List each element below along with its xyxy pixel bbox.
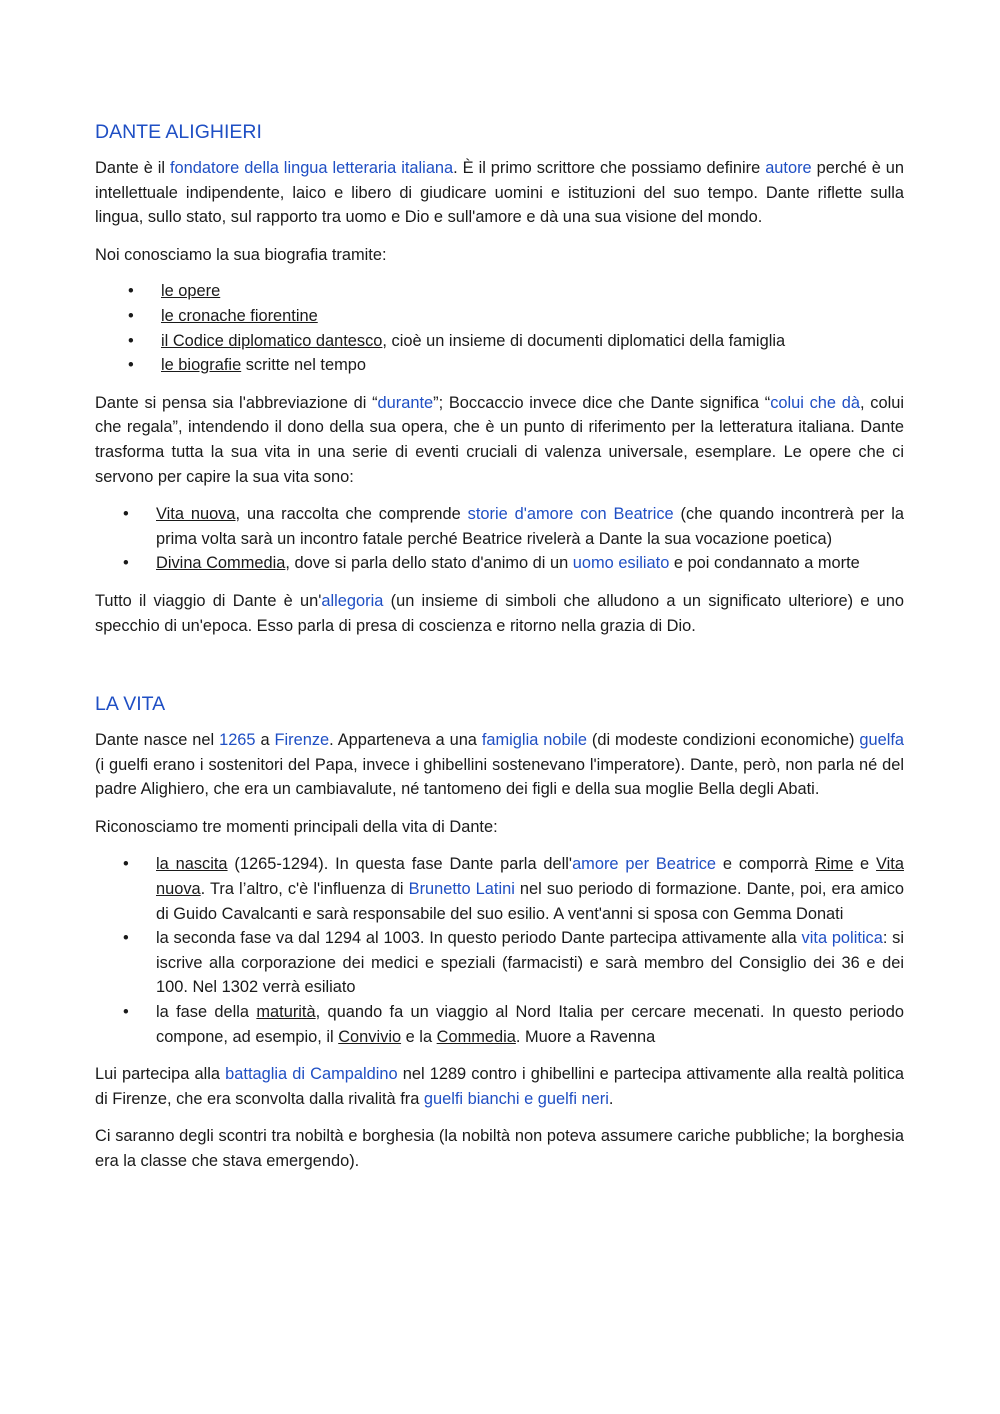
phases-intro: Riconosciamo tre momenti principali della vita di Dante: [95,817,498,836]
highlight-term: autore [765,159,812,177]
list-item: • Divina Commedia, dove si parla dello stato d'animo di un uomo esiliato e poi condannato a morte [156,551,904,576]
allegory-paragraph: Tutto il viaggio di Dante è un'allegoria (un insieme di simboli che alludono a un significato ulteriore) e uno specchio di un'epoca. Esso parla di presa di coscienza e ritorno nella grazia di Dio. [95,591,904,635]
section-la-vita [95,690,904,1174]
highlight-term: famiglia nobile [481,731,587,750]
highlight-term: Brunetto Latini [408,880,515,899]
intro-paragraph: Dante è il fondatore della lingua letteraria italiana. È il primo scrittore che possiamo definire autore perché è un intellettuale indipendente, laico e libero di giudicare uomini e istituzioni del suo tempo. Dante riflette sulla lingua, sullo stato, sul rapporto tra uomo e Dio e sull'amore e dà una sua visione del mondo. [95,159,904,227]
highlight-term: storie d'amore con Beatrice [467,505,674,524]
list-item: • le biografie scritte nel tempo [161,353,904,378]
list-item: • le cronache fiorentine [161,304,904,329]
works-list [95,502,904,576]
highlight-term: guelfi bianchi e guelfi neri [423,1089,609,1108]
highlight-term: amore per Beatrice [572,855,717,874]
list-item: • la nascita (1265-1294). In questa fase Dante parla dell'amore per Beatrice e comporrà Rime e Vita nuova. Tra l’altro, c'è l'influenza di Brunetto Latini nel suo periodo di formazione. Dante, poi, era amico di Guido Cavalcanti e sarà responsabile del suo esilio. A vent'anni si sposa con Gemma Donati [156,852,904,926]
list-item: • Vita nuova, una raccolta che comprende storie d'amore con Beatrice (che quando incontrerà per la prima volta sarà un incontro fatale perché Beatrice rivelerà a Dante la sua vocazione poetica) [156,502,904,551]
highlight-term: Firenze [274,731,330,750]
highlight-term: fondatore della lingua letteraria italiana [170,159,454,177]
biography-sources-intro: Noi conosciamo la sua biografia tramite: [95,245,387,264]
highlight-term: 1265 [219,731,256,750]
birth-paragraph: Dante nasce nel 1265 a Firenze. Apparteneva a una famiglia nobile (di modeste condizioni economiche) guelfa (i guelfi erano i sostenitori del Papa, invece i ghibellini sostenevano l'imperatore). Dante, però, non parla né del padre Alighiero, che era un cambiavalute, né tantomeno dei figli e della sua moglie Bella degli Abati. [95,731,905,799]
document-page [95,118,904,1187]
life-phases-list [95,852,904,1049]
section-title-dante-alighieri: DANTE ALIGHIERI [95,121,262,143]
list-item: • la fase della maturità, quando fa un viaggio al Nord Italia per cercare mecenati. In questo periodo compone, ad esempio, il Convivio e la Commedia. Muore a Ravenna [156,1000,904,1049]
campaldino-paragraph: Lui partecipa alla battaglia di Campaldino nel 1289 contro i ghibellini e partecipa attivamente alla realtà politica di Firenze, che era sconvolta dalla rivalità fra guelfi bianchi e guelfi neri. [95,1065,905,1108]
nobility-paragraph: Ci saranno degli scontri tra nobiltà e borghesia (la nobiltà non poteva assumere cariche pubbliche; la borghesia era la classe che stava emergendo). [95,1127,904,1170]
biography-sources-list [95,279,904,377]
highlight-term: vita politica [801,929,883,948]
highlight-term: durante [377,393,434,412]
list-item: • il Codice diplomatico dantesco, cioè un insieme di documenti diplomatici della famiglia [161,329,904,354]
list-item: • le opere [161,279,904,304]
list-item: • la seconda fase va dal 1294 al 1003. In questo periodo Dante partecipa attivamente alla vita politica: si iscrive alla corporazione dei medici e speziali (farmacisti) e sarà membro del Consiglio dei 36 e dei 100. Nel 1302 verrà esiliato [156,926,904,1000]
highlight-term: guelfa [859,731,905,750]
section-title-la-vita: LA VITA [95,693,166,716]
name-meaning-paragraph: Dante si pensa sia l'abbreviazione di “durante”; Boccaccio invece dice che Dante significa “colui che dà, colui che regala”, intendendo il dono della sua opera, che è un punto di riferimento per la letteratura italiana. Dante trasforma tutta la sua vita in una serie di eventi cruciali di valenza universale, esemplare. Le opere che ci servono per capire la sua vita sono: [95,393,904,486]
highlight-term: allegoria [321,591,384,610]
highlight-term: battaglia di Campaldino [225,1065,398,1084]
highlight-term: uomo esiliato [572,554,670,573]
highlight-term: colui che dà [770,393,860,412]
